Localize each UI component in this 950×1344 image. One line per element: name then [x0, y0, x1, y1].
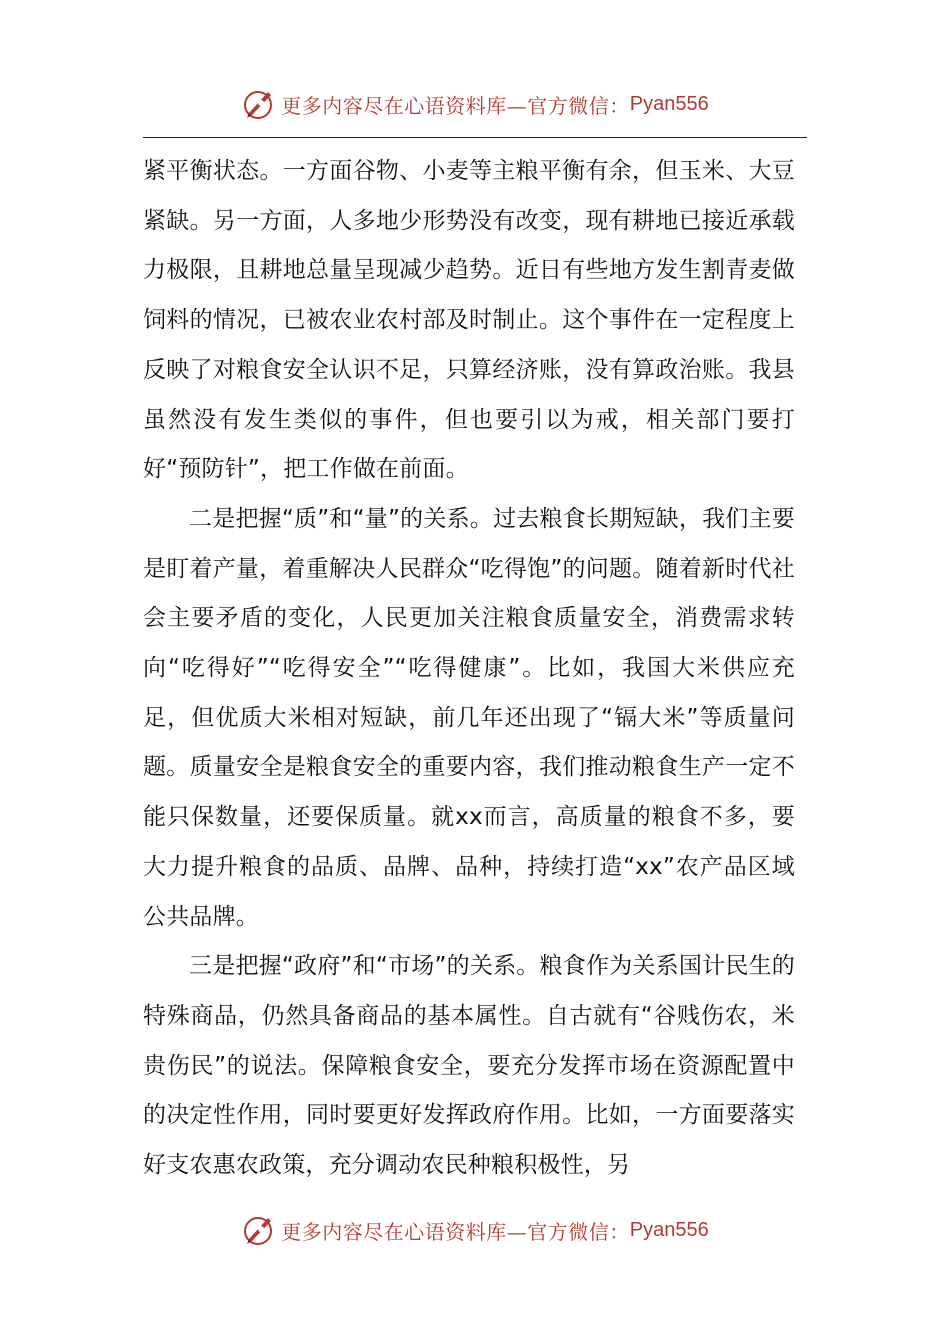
- footer-banner-contact: Pyan556: [629, 1218, 709, 1241]
- footer-banner: [0, 1208, 950, 1252]
- paragraph-continuation: 紧平衡状态。一方面谷物、小麦等主粮平衡有余，但玉米、大豆紧缺。另一方面，人多地少形势没有改变，现有耕地已接近承载力极限，且耕地总量呈现减少趋势。近日有些地方发生割青麦做饲料的情况，已被农业农村部及时制止。这个事件在一定程度上反映了对粮食安全认识不足，只算经济账，没有算政治账。我县虽然没有发生类似的事件，但也要引以为戒，相关部门要打好“预防针”，把工作做在前面。: [143, 158, 795, 483]
- footer-banner-text: 更多内容尽在心语资料库—官方微信：: [281, 1219, 630, 1244]
- header-divider: [143, 137, 807, 138]
- pen-circle-logo-icon: [241, 1212, 277, 1248]
- paragraph-quality-quantity: 二是把握“质”和“量”的关系。过去粮食长期短缺，我们主要是盯着产量，着重解决人民群众“吃得饱”的问题。随着新时代社会主要矛盾的变化，人民更加关注粮食质量安全，消费需求转向“吃得好”“吃得安全”“吃得健康”。比如，我国大米供应充足，但优质大米相对短缺，前几年还出现了“镉大米”等质量问题。质量安全是粮食安全的重要内容，我们推动粮食生产一定不能只保数量，还要保质量。就xx而言，高质量的粮食不多，要大力提升粮食的品质、品牌、品种，持续打造“xx”农产品区域公共品牌。: [143, 505, 795, 930]
- pen-circle-logo-icon: [241, 86, 277, 122]
- header-banner: [0, 82, 950, 126]
- header-banner-text: 更多内容尽在心语资料库—官方微信：: [281, 93, 630, 118]
- paragraph-government-market: 三是把握“政府”和“市场”的关系。粮食作为关系国计民生的特殊商品，仍然具备商品的基本属性。自古就有“谷贱伤农，米贵伤民”的说法。保障粮食安全，要充分发挥市场在资源配置中的决定性作用，同时要更好发挥政府作用。比如，一方面要落实好支农惠农政策，充分调动农民种粮积极性，另: [143, 953, 795, 1179]
- header-banner-contact: Pyan556: [629, 92, 709, 115]
- document-body: [143, 147, 795, 1191]
